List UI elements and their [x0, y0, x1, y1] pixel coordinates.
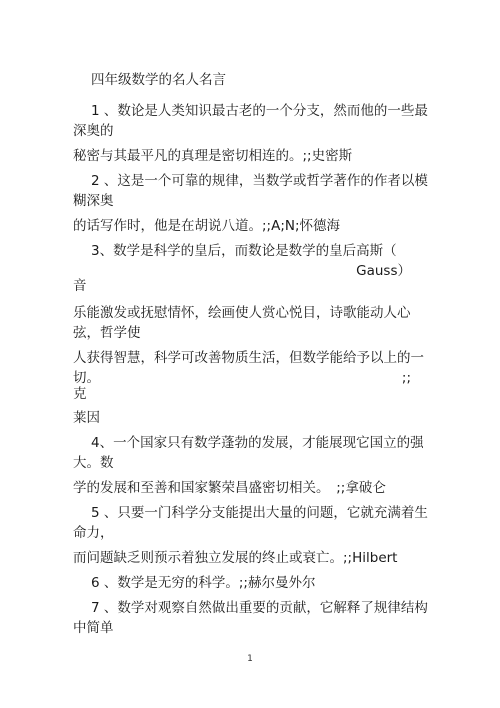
text-line: 大。数	[73, 455, 114, 471]
document-title: 四年级数学的名人名言	[91, 72, 226, 88]
text-line: 命力，	[73, 525, 114, 541]
text-line: 深奥的	[73, 123, 114, 139]
text-line: 学的发展和至善和国家繁荣昌盛密切相关。 ;;拿破仑	[73, 480, 386, 496]
text-line: 的话写作时，他是在胡说八道。;;A;N;怀德海	[73, 218, 341, 234]
text-line: 秘密与其最平凡的真理是密切相连的。;;史密斯	[73, 148, 353, 164]
text-line: 克	[73, 386, 87, 402]
text-line: 7 、数学对观察自然做出重要的贡献，它解释了规律结构	[91, 600, 428, 616]
text-line: 弦，哲学使	[73, 325, 141, 341]
text-line: 4、一个国家只有数学蓬勃的发展，才能展现它国立的强	[91, 435, 424, 451]
text-line: 1 、数论是人类知识最古老的一个分支，然而他的一些最	[91, 103, 428, 119]
text-line: 5 、只要一门科学分支能提出大量的问题，它就充满着生	[91, 505, 428, 521]
text-line: Gauss）	[356, 263, 411, 279]
page-number: 1	[247, 654, 253, 664]
text-line: 切。	[73, 370, 100, 386]
text-line: 而问题缺乏则预示着独立发展的终止或衰亡。;;Hilbert	[73, 550, 398, 566]
text-line: 糊深奥	[73, 193, 114, 209]
text-line: 3、数学是科学的皇后，而数论是数学的皇后高斯（	[91, 243, 397, 259]
text-line: 人获得智慧，科学可改善物质生活，但数学能给予以上的一	[73, 350, 424, 366]
text-line: 乐能激发或抚慰情怀，绘画使人赏心悦目，诗歌能动人心	[73, 305, 411, 321]
text-line: 2 、这是一个可靠的规律，当数学或哲学著作的作者以模	[91, 173, 428, 189]
text-line: ;;	[401, 370, 411, 386]
text-line: 音	[73, 278, 87, 294]
text-line: 6 、数学是无穷的科学。;;赫尔曼外尔	[91, 575, 316, 591]
text-line: 莱因	[73, 410, 100, 426]
text-line: 中简单	[73, 620, 114, 636]
